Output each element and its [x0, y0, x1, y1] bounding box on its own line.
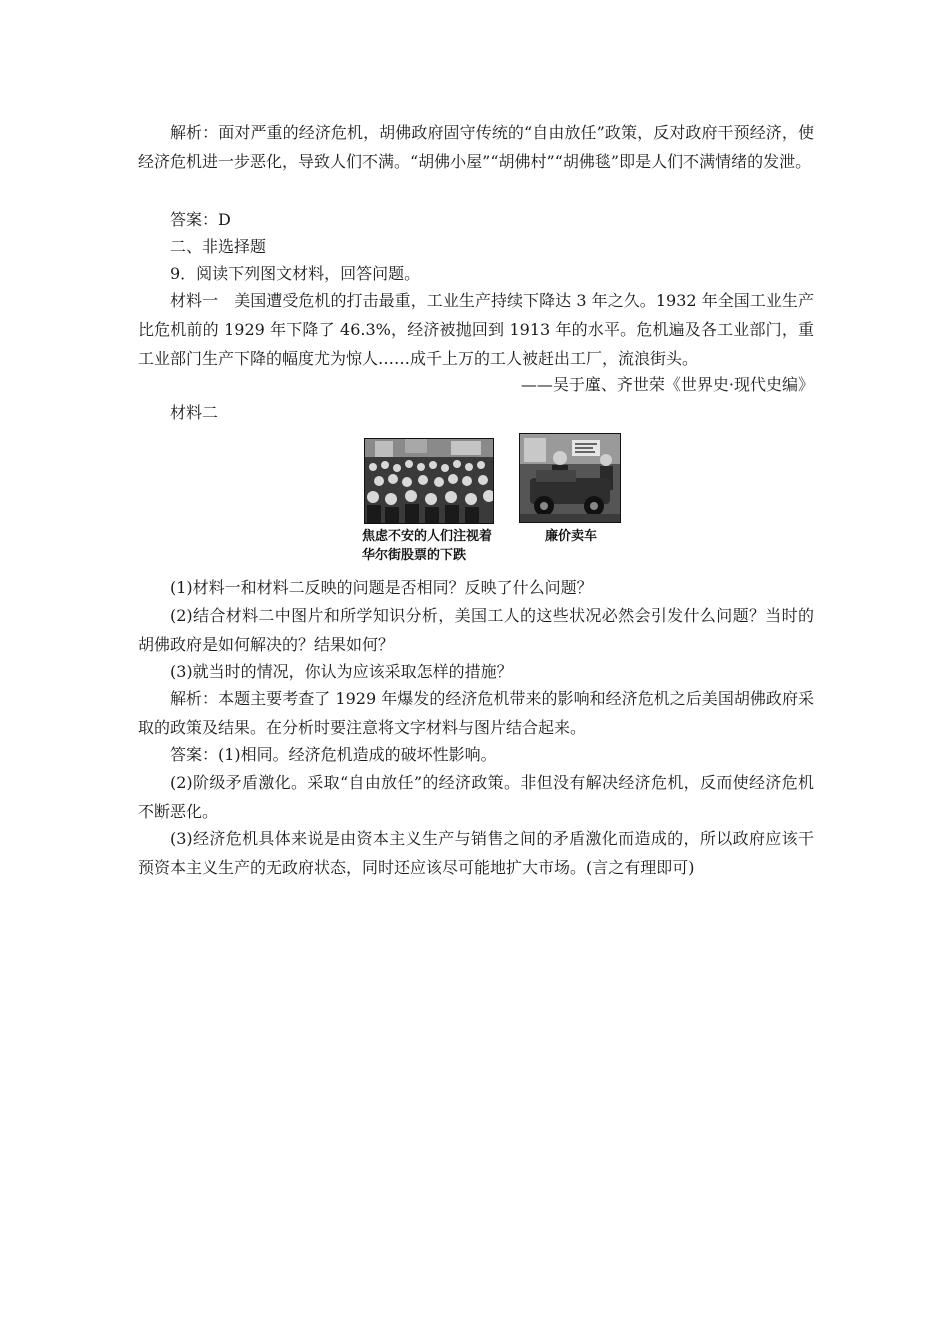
car-sale-photo — [519, 433, 621, 523]
answer-3: (3)经济危机具体来说是由资本主义生产与销售之间的矛盾激化而造成的，所以政府应该干预资本主义生产的无政府状态，同时还应该尽可能地扩大市场。(言之有理即可) — [138, 829, 814, 877]
car-sale-caption: 廉价卖车 — [545, 529, 598, 544]
crowd-photo-image — [365, 439, 493, 523]
analysis-paragraph-1: 解析：面对严重的经济危机，胡佛政府固守传统的“自由放任”政策，反对政府干预经济，使经济危机进一步恶化，导致人们不满。“胡佛小屋”“胡佛村”“胡佛毯”即是人们不满情绪的发泄。 — [138, 123, 814, 171]
sub-question-2: (2)结合材料二中图片和所学知识分析，美国工人的这些状况必然会引发什么问题？当时的胡佛政府是如何解决的？结果如何？ — [138, 606, 814, 654]
question-9-intro: 9．阅读下列图文材料，回答问题。 — [170, 264, 421, 283]
answer-line-1: 答案：D — [170, 210, 231, 229]
crowd-caption-line-2: 华尔街股票的下跌 — [362, 548, 467, 563]
material-one: 材料一 美国遭受危机的打击最重，工业生产持续下降达 3 年之久。1932 年全国工业生产比危机前的 1929 年下降了 46.3%，经济被抛回到 1913 年的水平。危机遍及各工业部门，重工业部门生产下降的幅度尤为惊人……成千上万的工人被赶出工厂，流浪街头。 — [138, 291, 814, 368]
material-two-label: 材料二 — [170, 403, 219, 422]
section-heading: 二、非选择题 — [170, 237, 267, 256]
crowd-photo — [364, 438, 494, 524]
analysis-paragraph-2: 解析：本题主要考查了 1929 年爆发的经济危机带来的影响和经济危机之后美国胡佛政府采取的政策及结果。在分析时要注意将文字材料与图片结合起来。 — [138, 689, 814, 737]
sub-question-1: (1)材料一和材料二反映的问题是否相同？反映了什么问题？ — [170, 578, 593, 597]
sub-question-3: (3)就当时的情况，你认为应该采取怎样的措施？ — [170, 662, 513, 681]
answer-1: 答案：(1)相同。经济危机造成的破坏性影响。 — [170, 745, 497, 764]
crowd-caption-line-1: 焦虑不安的人们注视着 — [362, 529, 493, 544]
answer-2: (2)阶级矛盾激化。采取“自由放任”的经济政策。非但没有解决经济危机，反而使经济危机不断恶化。 — [138, 773, 814, 821]
car-sale-photo-image — [520, 434, 620, 522]
material-one-source: ——吴于廑、齐世荣《世界史·现代史编》 — [520, 375, 814, 394]
